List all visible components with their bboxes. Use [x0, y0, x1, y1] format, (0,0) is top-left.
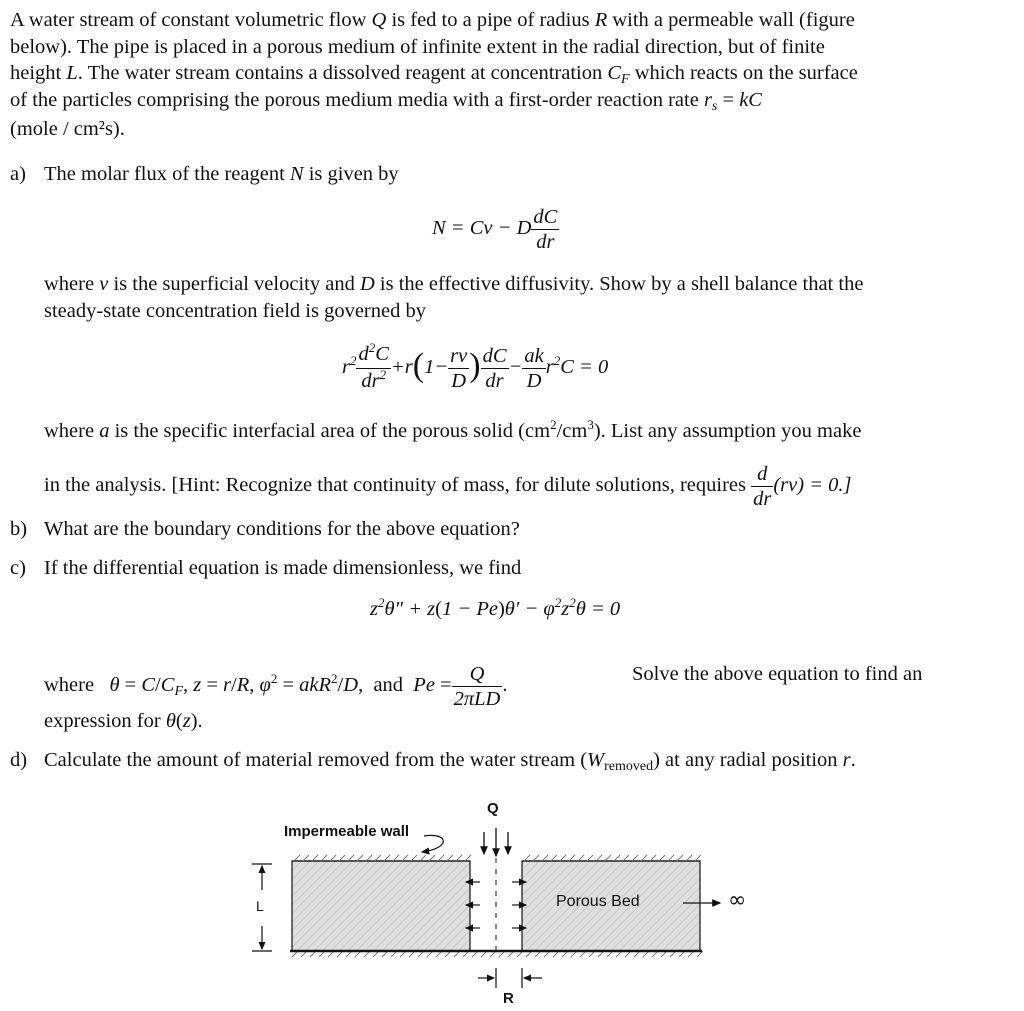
wall-hatch-tick	[641, 855, 647, 861]
part-a-text2: steady-state concentration field is governed by	[44, 300, 426, 322]
wall-hatch-tick	[560, 855, 566, 861]
wall-hatch-tick	[456, 855, 462, 861]
wall-hatch-tick	[695, 855, 701, 861]
intro-line-3: height L. The water stream contains a dissolved reagent at concentration CF which reacts on the surface	[10, 62, 858, 87]
part-a-text3: where a is the specific interfacial area of the porous solid $(cm^2/cm^3)$. List any assumption you make	[44, 417, 862, 442]
porous-bed-left	[292, 861, 470, 951]
part-d-text: Calculate the amount of material removed from the water stream (Wremoved) at any radial position r.	[44, 749, 856, 774]
part-a-lead: The molar flux of the reagent N is given by	[44, 163, 399, 185]
wall-hatch-tick	[668, 855, 674, 861]
hint-text: in the analysis. [Hint: Recognize that continuity of mass, for dilute solutions, requires	[44, 474, 746, 497]
wall-hatch-tick	[438, 855, 444, 861]
label-q: Q	[487, 800, 499, 817]
wall-hatch-tick	[420, 855, 426, 861]
wall-hatch-tick	[366, 855, 372, 861]
wall-hatch-tick	[632, 855, 638, 861]
label-l: L	[256, 898, 264, 914]
wall-hatch-tick	[402, 855, 408, 861]
part-d-label: d)	[10, 749, 28, 771]
inflow-arrows	[484, 828, 508, 856]
wall-hatch-tick	[330, 855, 336, 861]
wall-hatch-tick	[357, 855, 363, 861]
part-b-text: What are the boundary conditions for the above equation?	[44, 518, 520, 540]
wall-hatch-tick	[447, 855, 453, 861]
part-a-text1: where v is the superficial velocity and D is the effective diffusivity. Show by a shell balance that the	[44, 273, 864, 295]
wall-hatch-tick	[411, 855, 417, 861]
part-c-tail: expression for θ(z).	[44, 710, 203, 732]
wall-hatch-tick	[614, 855, 620, 861]
intro-line-2: below). The pipe is placed in a porous medium of infinite extent in the radial direction, but of finite	[10, 36, 825, 58]
eq-governing: $r^2$ $\frac{d^2C}{dr^2}$ +r(1− $\frac{rv}{D}$ ) $\frac{dC}{dr}$ − $\frac{ak}{D}$ $r^2C = 0$	[342, 340, 609, 392]
wall-hatch-tick	[339, 855, 345, 861]
wall-hatch-tick	[605, 855, 611, 861]
part-c-where: where θ = C/CF, z = r/R, $\varphi^2 = akR^2/D$, and Pe = $\frac{Q}{\text{2πLD}}$ .	[44, 663, 508, 710]
unit-line: (mole / cm²s).	[10, 118, 125, 140]
part-c-label: c)	[10, 557, 26, 579]
wall-hatch-tick	[294, 855, 300, 861]
wall-hatch-tick	[650, 855, 656, 861]
part-a-text4: in the analysis. [Hint: Recognize that continuity of mass, for dilute solutions, requires $\frac{d}{dr}$ (rv) = 0.]	[44, 463, 852, 510]
wall-hatch-tick	[623, 855, 629, 861]
wall-hatch-tick	[542, 855, 548, 861]
part-c-lead: If the differential equation is made dimensionless, we find	[44, 557, 522, 579]
wall-hatch-tick	[587, 855, 593, 861]
intro-line-4: of the particles comprising the porous medium media with a first-order reaction rate rs = kC	[10, 89, 762, 114]
wall-hatch-tick	[533, 855, 539, 861]
wall-pointer-arrow	[422, 835, 443, 852]
label-impermeable-wall: Impermeable wall	[284, 823, 410, 840]
wall-hatch-tick	[569, 855, 575, 861]
wall-hatch-tick	[393, 855, 399, 861]
intro-line-1: A water stream of constant volumetric flow Q is fed to a pipe of radius R with a permeable wall (figure	[10, 9, 855, 31]
wall-hatch-tick	[465, 855, 471, 861]
wall-hatch-tick	[677, 855, 683, 861]
label-r: R	[503, 990, 514, 1007]
part-a-label: a)	[10, 163, 26, 185]
wall-hatch-tick	[384, 855, 390, 861]
wall-hatch-tick	[303, 855, 309, 861]
wall-hatch-tick	[659, 855, 665, 861]
wall-hatch-tick	[348, 855, 354, 861]
wall-hatch-tick	[551, 855, 557, 861]
wall-hatch-tick	[578, 855, 584, 861]
label-porous-bed: Porous Bed	[556, 893, 640, 910]
intro-line-3-tail: which reacts on the surface	[634, 62, 858, 84]
eq-molar-flux: N = Cv − D $\frac{dC}{dr}$	[432, 206, 558, 253]
wall-hatch-tick	[312, 855, 318, 861]
eq-dimensionless: $z^2\theta'' + z(1 - Pe)\theta' - \varphi^2z^2\theta = 0$	[370, 595, 621, 620]
radius-dimension	[478, 968, 542, 988]
part-b-label: b)	[10, 518, 28, 540]
wall-hatch-tick	[686, 855, 692, 861]
wall-hatch-tick	[375, 855, 381, 861]
wall-hatch-tick	[429, 855, 435, 861]
label-infinity: ∞	[728, 888, 747, 913]
wall-hatch-tick	[321, 855, 327, 861]
wall-hatch-tick	[596, 855, 602, 861]
part-c-solve: Solve the above equation to find an	[632, 663, 923, 685]
wall-hatch-tick	[524, 855, 530, 861]
